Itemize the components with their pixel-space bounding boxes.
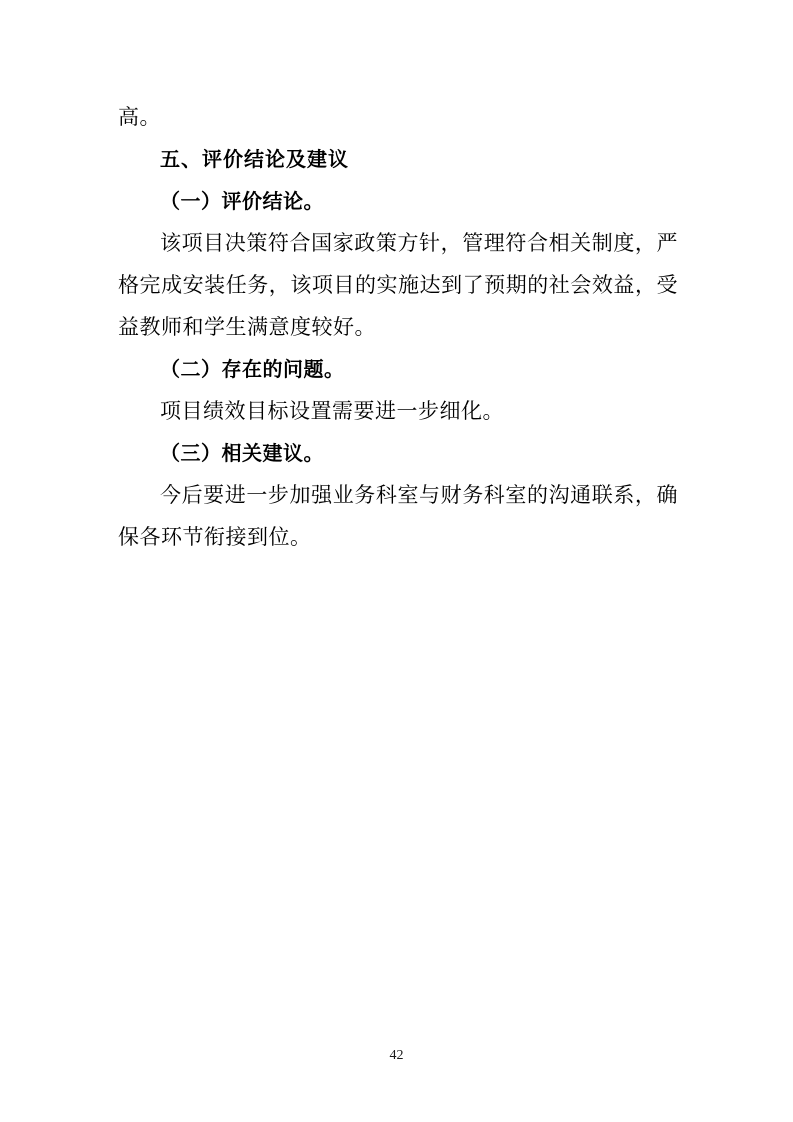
continuation-text: 高。 — [118, 105, 161, 129]
page-content — [118, 96, 678, 558]
paragraph-problems: 项目绩效目标设置需要进一步细化。 — [160, 399, 504, 423]
page-number: 42 — [389, 1048, 404, 1063]
subsection-heading-suggestions: （三）相关建议。 — [160, 441, 324, 465]
section-heading: 五、评价结论及建议 — [160, 147, 349, 171]
subsection-heading-conclusion: （一）评价结论。 — [160, 189, 324, 213]
subsection-heading-problems: （二）存在的问题。 — [160, 357, 345, 381]
paragraph-suggestions: 今后要进一步加强业务科室与财务科室的沟通联系，确保各环节衔接到位。 — [118, 483, 678, 549]
paragraph-conclusion: 该项目决策符合国家政策方针，管理符合相关制度，严格完成安装任务，该项目的实施达到了预期的社会效益，受益教师和学生满意度较好。 — [118, 231, 678, 339]
